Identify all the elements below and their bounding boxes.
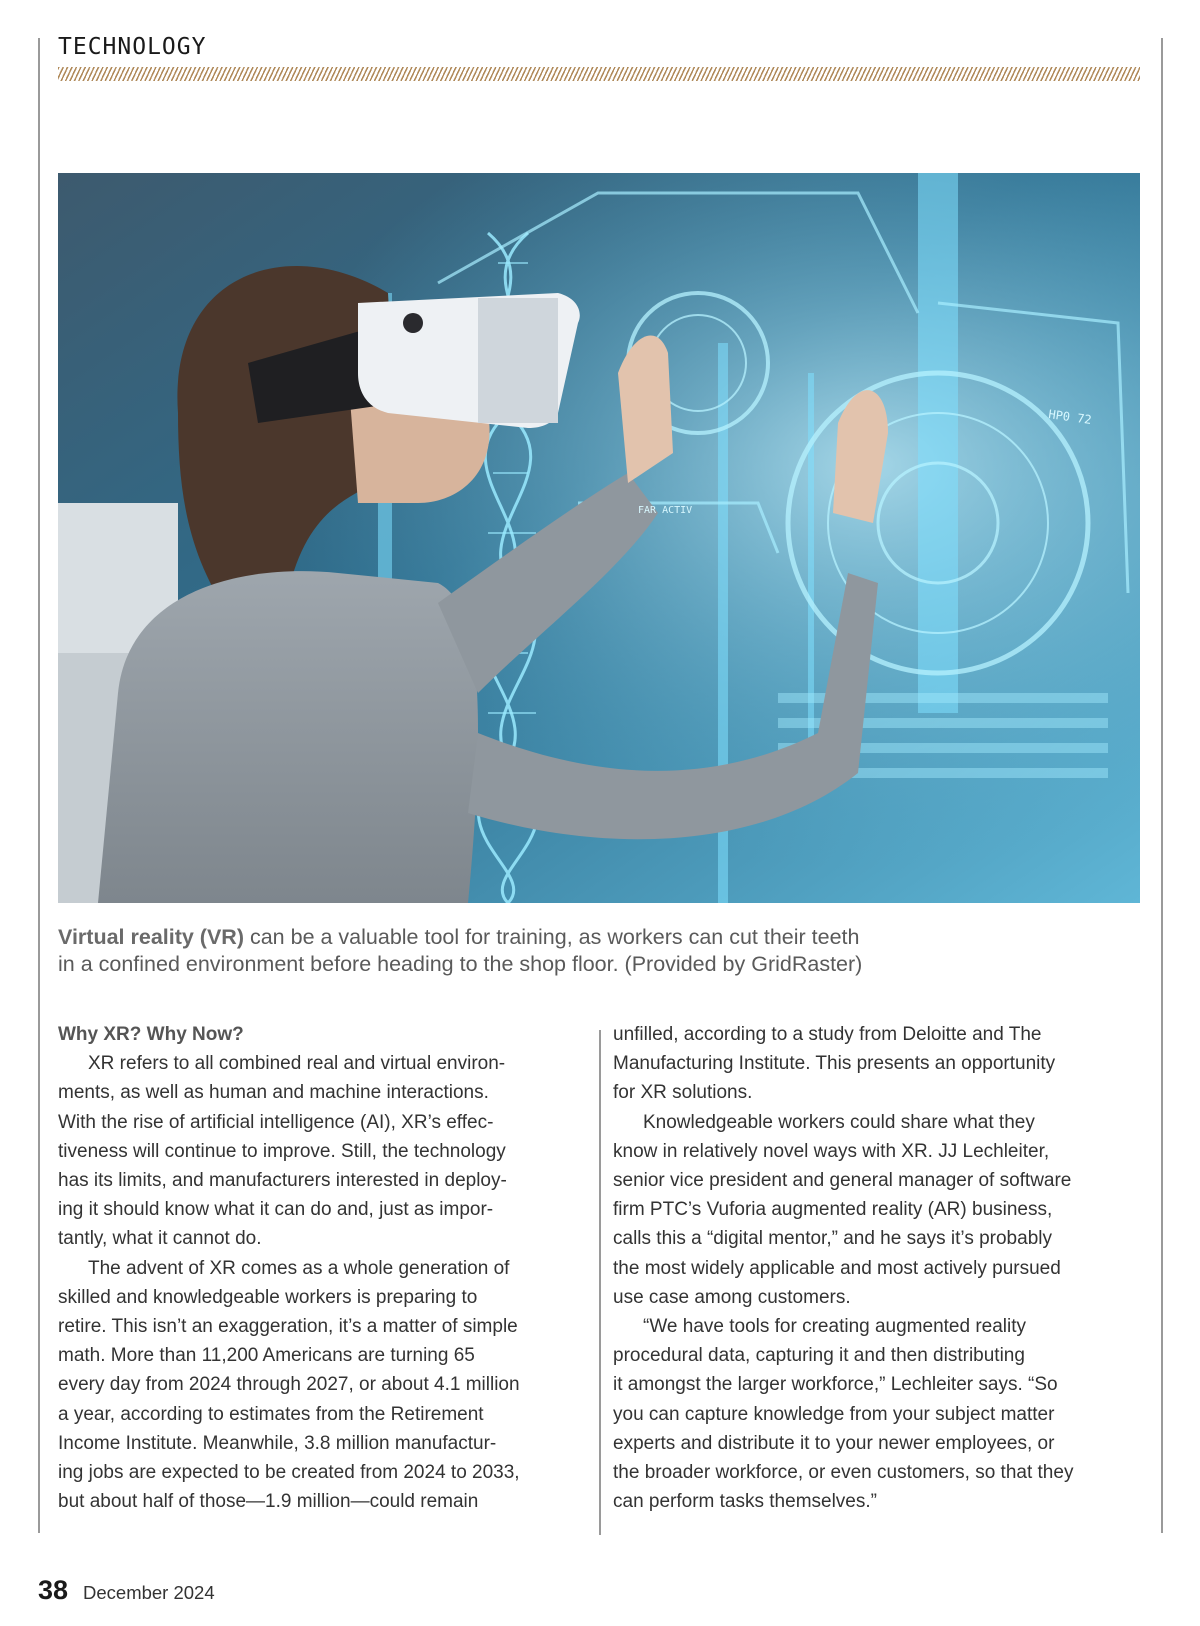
text-line: a year, according to estimates from the Retirement xyxy=(58,1403,484,1425)
text-line: the most widely applicable and most actively pursued xyxy=(613,1257,1061,1279)
text-line: math. More than 11,200 Americans are turning 65 xyxy=(58,1345,475,1367)
text-line: XR refers to all combined real and virtual environ- xyxy=(88,1053,506,1075)
text-line: retire. This isn’t an exaggeration, it’s a matter of simple xyxy=(58,1316,518,1338)
text-line: tiveness will continue to improve. Still, the technology xyxy=(58,1140,506,1162)
right-margin-rule xyxy=(1161,38,1163,1533)
text-line: but about half of those—1.9 million—could remain xyxy=(58,1491,479,1513)
text-line: the broader workforce, or even customers, so that they xyxy=(613,1462,1074,1484)
text-line: procedural data, capturing it and then distributing xyxy=(613,1345,1025,1367)
vr-training-photo xyxy=(58,173,1140,903)
text-line: ments, as well as human and machine interactions. xyxy=(58,1082,489,1104)
article-column-left xyxy=(58,1020,588,1516)
text-line: firm PTC’s Vuforia augmented reality (AR) business, xyxy=(613,1199,1053,1221)
text-line: calls this a “digital mentor,” and he says it’s probably xyxy=(613,1228,1052,1250)
text-line: With the rise of artificial intelligence (AI), XR’s effec- xyxy=(58,1111,494,1133)
text-line: skilled and knowledgeable workers is preparing to xyxy=(58,1286,478,1308)
text-line: Income Institute. Meanwhile, 3.8 million manufactur- xyxy=(58,1432,497,1454)
photo-caption xyxy=(58,924,1140,978)
section-heading: Why XR? Why Now? xyxy=(58,1024,244,1045)
text-line: you can capture knowledge from your subject matter xyxy=(613,1403,1055,1425)
caption-line-1 xyxy=(58,924,1140,951)
text-line: Manufacturing Institute. This presents an opportunity xyxy=(613,1053,1056,1075)
page-number: 38 xyxy=(38,1575,69,1605)
text-line: every day from 2024 through 2027, or about 4.1 million xyxy=(58,1374,520,1396)
hud-text-activ: FAR ACTIV xyxy=(638,505,693,516)
text-line: ing jobs are expected to be created from 2024 to 2033, xyxy=(58,1462,520,1484)
text-line: ing it should know what it can do and, just as impor- xyxy=(58,1199,494,1221)
text-line: experts and distribute it to your newer employees, or xyxy=(613,1432,1055,1454)
caption-line-2: in a confined environment before heading to the shop floor. (Provided by GridRaster) xyxy=(58,952,863,976)
text-line: can perform tasks themselves.” xyxy=(613,1491,877,1513)
hud-text-hp: HP0 72 xyxy=(1047,407,1093,428)
text-line: use case among customers. xyxy=(613,1286,851,1308)
caption-bold: Virtual reality (VR) xyxy=(58,925,244,949)
caption-line-1-text: can be a valuable tool for training, as workers can cut their teeth xyxy=(244,925,860,949)
article-column-right xyxy=(613,1020,1148,1516)
decorative-hatch-bar xyxy=(58,67,1140,81)
section-label: TECHNOLOGY xyxy=(58,34,207,60)
text-line: senior vice president and general manager of software xyxy=(613,1170,1072,1192)
text-line: it amongst the larger workforce,” Lechleiter says. “So xyxy=(613,1374,1058,1396)
left-margin-rule xyxy=(38,38,40,1533)
text-line: The advent of XR comes as a whole generation of xyxy=(88,1257,510,1279)
issue-date: December 2024 xyxy=(83,1582,215,1603)
text-line: for XR solutions. xyxy=(613,1082,753,1104)
column-divider-rule xyxy=(599,1030,601,1535)
text-line: has its limits, and manufacturers interested in deploy- xyxy=(58,1170,507,1192)
text-line: Knowledgeable workers could share what they xyxy=(643,1111,1035,1133)
text-line: “We have tools for creating augmented reality xyxy=(643,1316,1027,1338)
text-line: tantly, what it cannot do. xyxy=(58,1228,262,1250)
text-line: know in relatively novel ways with XR. JJ Lechleiter, xyxy=(613,1140,1050,1162)
text-line: unfilled, according to a study from Deloitte and The xyxy=(613,1024,1042,1045)
